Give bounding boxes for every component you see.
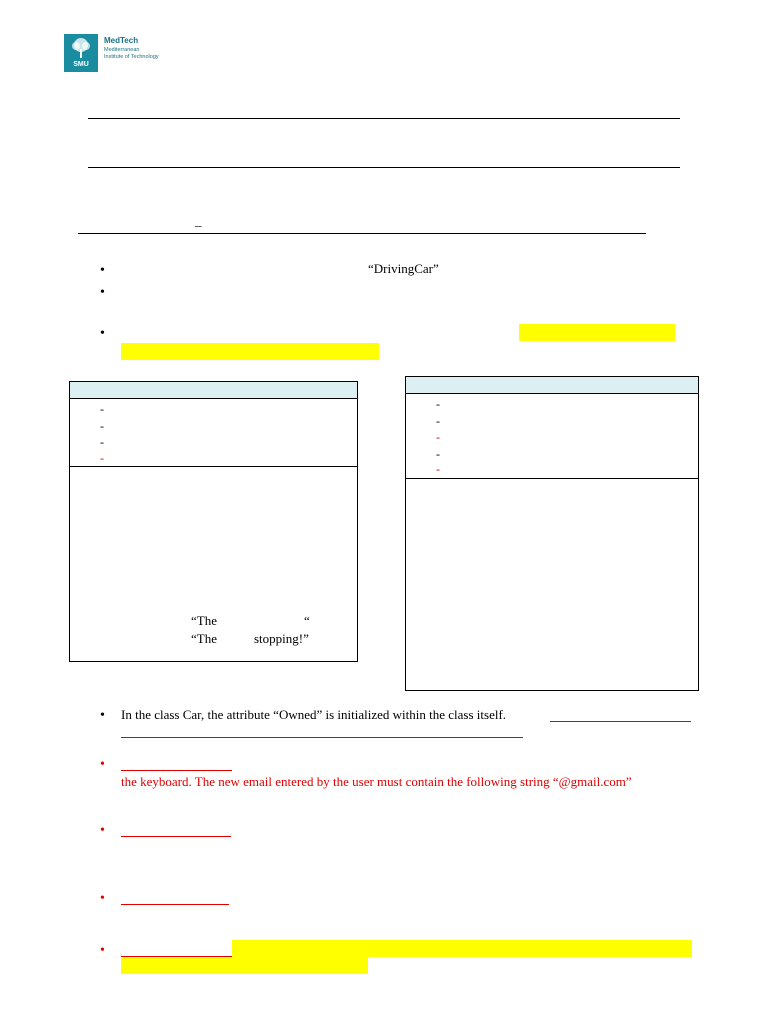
car-attr-dash: - [100, 435, 104, 449]
title-rule-top [88, 118, 680, 119]
logo-subtitle-line2: Institute of Technology [104, 54, 159, 60]
bullet-1: • [100, 263, 105, 278]
car-attributes [70, 399, 357, 467]
logo-badge-text: SMU [73, 61, 89, 68]
car-class-box [69, 381, 358, 662]
car-class-header [70, 382, 357, 399]
logo-subtitle [104, 47, 184, 61]
bullet-email: • [100, 757, 105, 772]
logo-name: MedTech [104, 36, 139, 45]
logo-subtitle-line1: Mediterranean [104, 47, 140, 53]
bullet-owned: • [100, 708, 105, 723]
logo-badge [64, 34, 98, 72]
driving-attr-dash-red: - [436, 462, 440, 476]
highlight-line2 [121, 343, 379, 360]
highlight-q5-line1 [232, 940, 692, 957]
bullet-red-5: • [100, 943, 105, 958]
driving-attr-dash-red: - [436, 430, 440, 444]
title-rule-bottom [88, 167, 680, 168]
driving-car-class-box [405, 376, 699, 691]
owned-question-text: In the class Car, the attribute “Owned” is initialized within the class itself. [121, 707, 507, 722]
section-rule [78, 233, 646, 234]
answer-line-owned-2 [121, 737, 523, 738]
driving-attr-dash: - [436, 414, 440, 428]
highlight-q5-line2 [121, 957, 368, 974]
answer-line-4 [121, 904, 229, 905]
driving-car-class-header [406, 377, 698, 394]
answer-line-owned-1 [550, 721, 691, 722]
bullet-red-3: • [100, 823, 105, 838]
car-attr-dash: - [100, 419, 104, 433]
highlight-line1 [519, 324, 675, 341]
driving-car-label: “DrivingCar” [368, 261, 439, 276]
answer-line-email [121, 770, 232, 771]
car-attr-dash: - [100, 402, 104, 416]
answer-line-5 [121, 956, 232, 957]
car-method-text-2-left: “The [191, 631, 217, 646]
car-method-text-1-left: “The [191, 613, 217, 628]
email-question-text: the keyboard. The new email entered by the user must contain the following string “@gmail.com” [121, 774, 632, 789]
bullet-2: • [100, 285, 105, 300]
answer-line-3 [121, 836, 231, 837]
tree-icon [69, 37, 93, 59]
driving-attr-dash: - [436, 397, 440, 411]
car-attr-dash-red: - [100, 451, 104, 465]
section-marker: _ [195, 213, 202, 228]
bullet-red-4: • [100, 891, 105, 906]
driving-attr-dash: - [436, 447, 440, 461]
car-method-text-2-right: stopping!” [254, 631, 309, 646]
bullet-3: • [100, 326, 105, 341]
car-method-text-1-right: “ [304, 613, 310, 628]
driving-car-attributes [406, 394, 698, 479]
medtech-logo [64, 34, 174, 72]
